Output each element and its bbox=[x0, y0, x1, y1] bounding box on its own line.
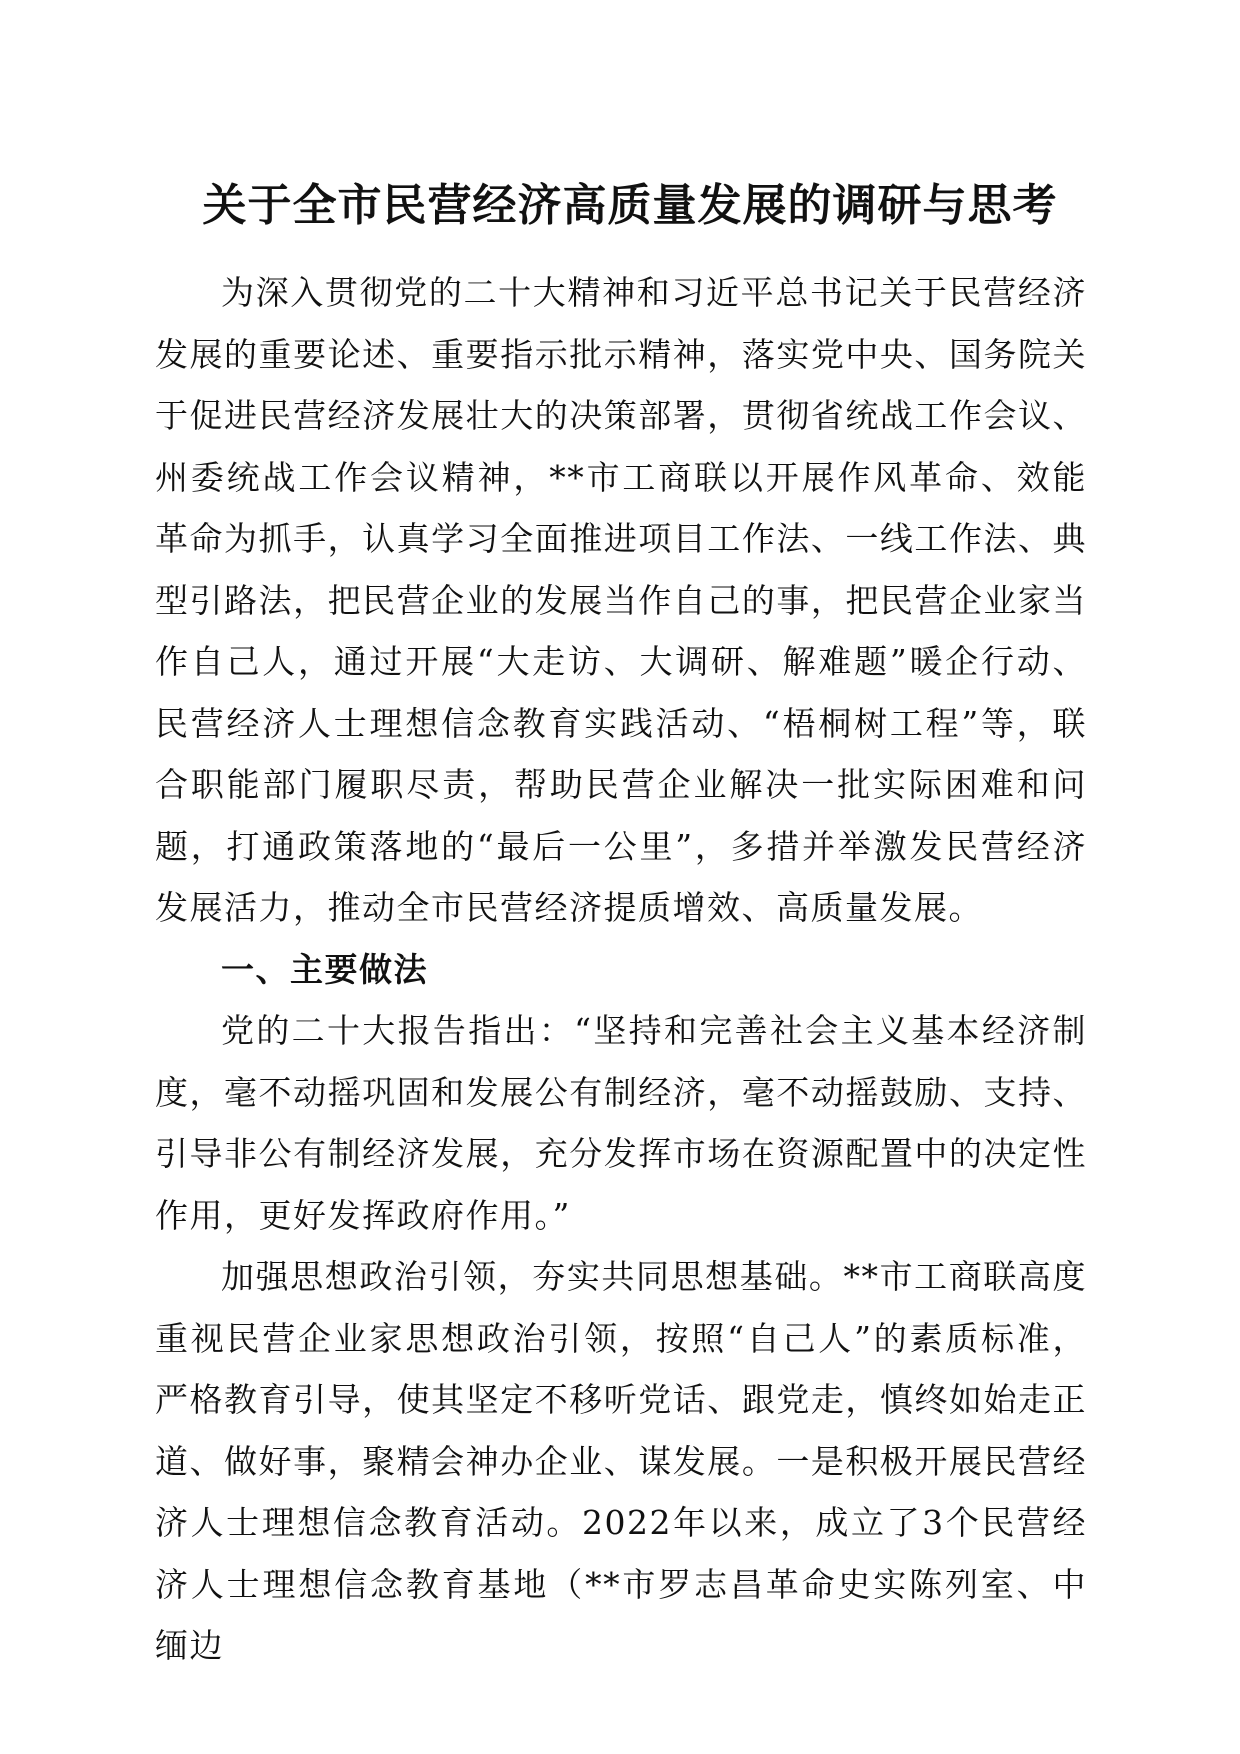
document-body bbox=[155, 262, 1087, 1677]
intro-paragraph: 为深入贯彻党的二十大精神和习近平总书记关于民营经济发展的重要论述、重要指示批示精神，落实党中央、国务院关于促进民营经济发展壮大的决策部署，贯彻省统战工作会议、州委统战工作会议精神，**市工商联以开展作风革命、效能革命为抓手，认真学习全面推进项目工作法、一线工作法、典型引路法，把民营企业的发展当作自己的事，把民营企业家当作自己人，通过开展“大走访、大调研、解难题”暖企行动、民营经济人士理想信念教育实践活动、“梧桐树工程”等，联合职能部门履职尽责，帮助民营企业解决一批实际困难和问题，打通政策落地的“最后一公里”，多措并举激发民营经济发展活力，推动全市民营经济提质增效、高质量发展。 bbox=[155, 273, 1087, 927]
section-heading: 一、主要做法 bbox=[221, 949, 428, 989]
section-paragraph-guidance: 加强思想政治引领，夯实共同思想基础。**市工商联高度重视民营企业家思想政治引领，按照“自己人”的素质标准，严格教育引导，使其坚定不移听党话、跟党走，慎终如始走正道、做好事，聚精会神办企业、谋发展。一是积极开展民营经济人士理想信念教育活动。2022年以来，成立了3个民营经济人士理想信念教育基地（**市罗志昌革命史实陈列室、中缅边 bbox=[155, 1257, 1087, 1665]
section-paragraph-quote: 党的二十大报告指出：“坚持和完善社会主义基本经济制度，毫不动摇巩固和发展公有制经济，毫不动摇鼓励、支持、引导非公有制经济发展，充分发挥市场在资源配置中的决定性作用，更好发挥政府作用。” bbox=[155, 1011, 1087, 1235]
document-title: 关于全市民营经济高质量发展的调研与思考 bbox=[202, 180, 1058, 231]
